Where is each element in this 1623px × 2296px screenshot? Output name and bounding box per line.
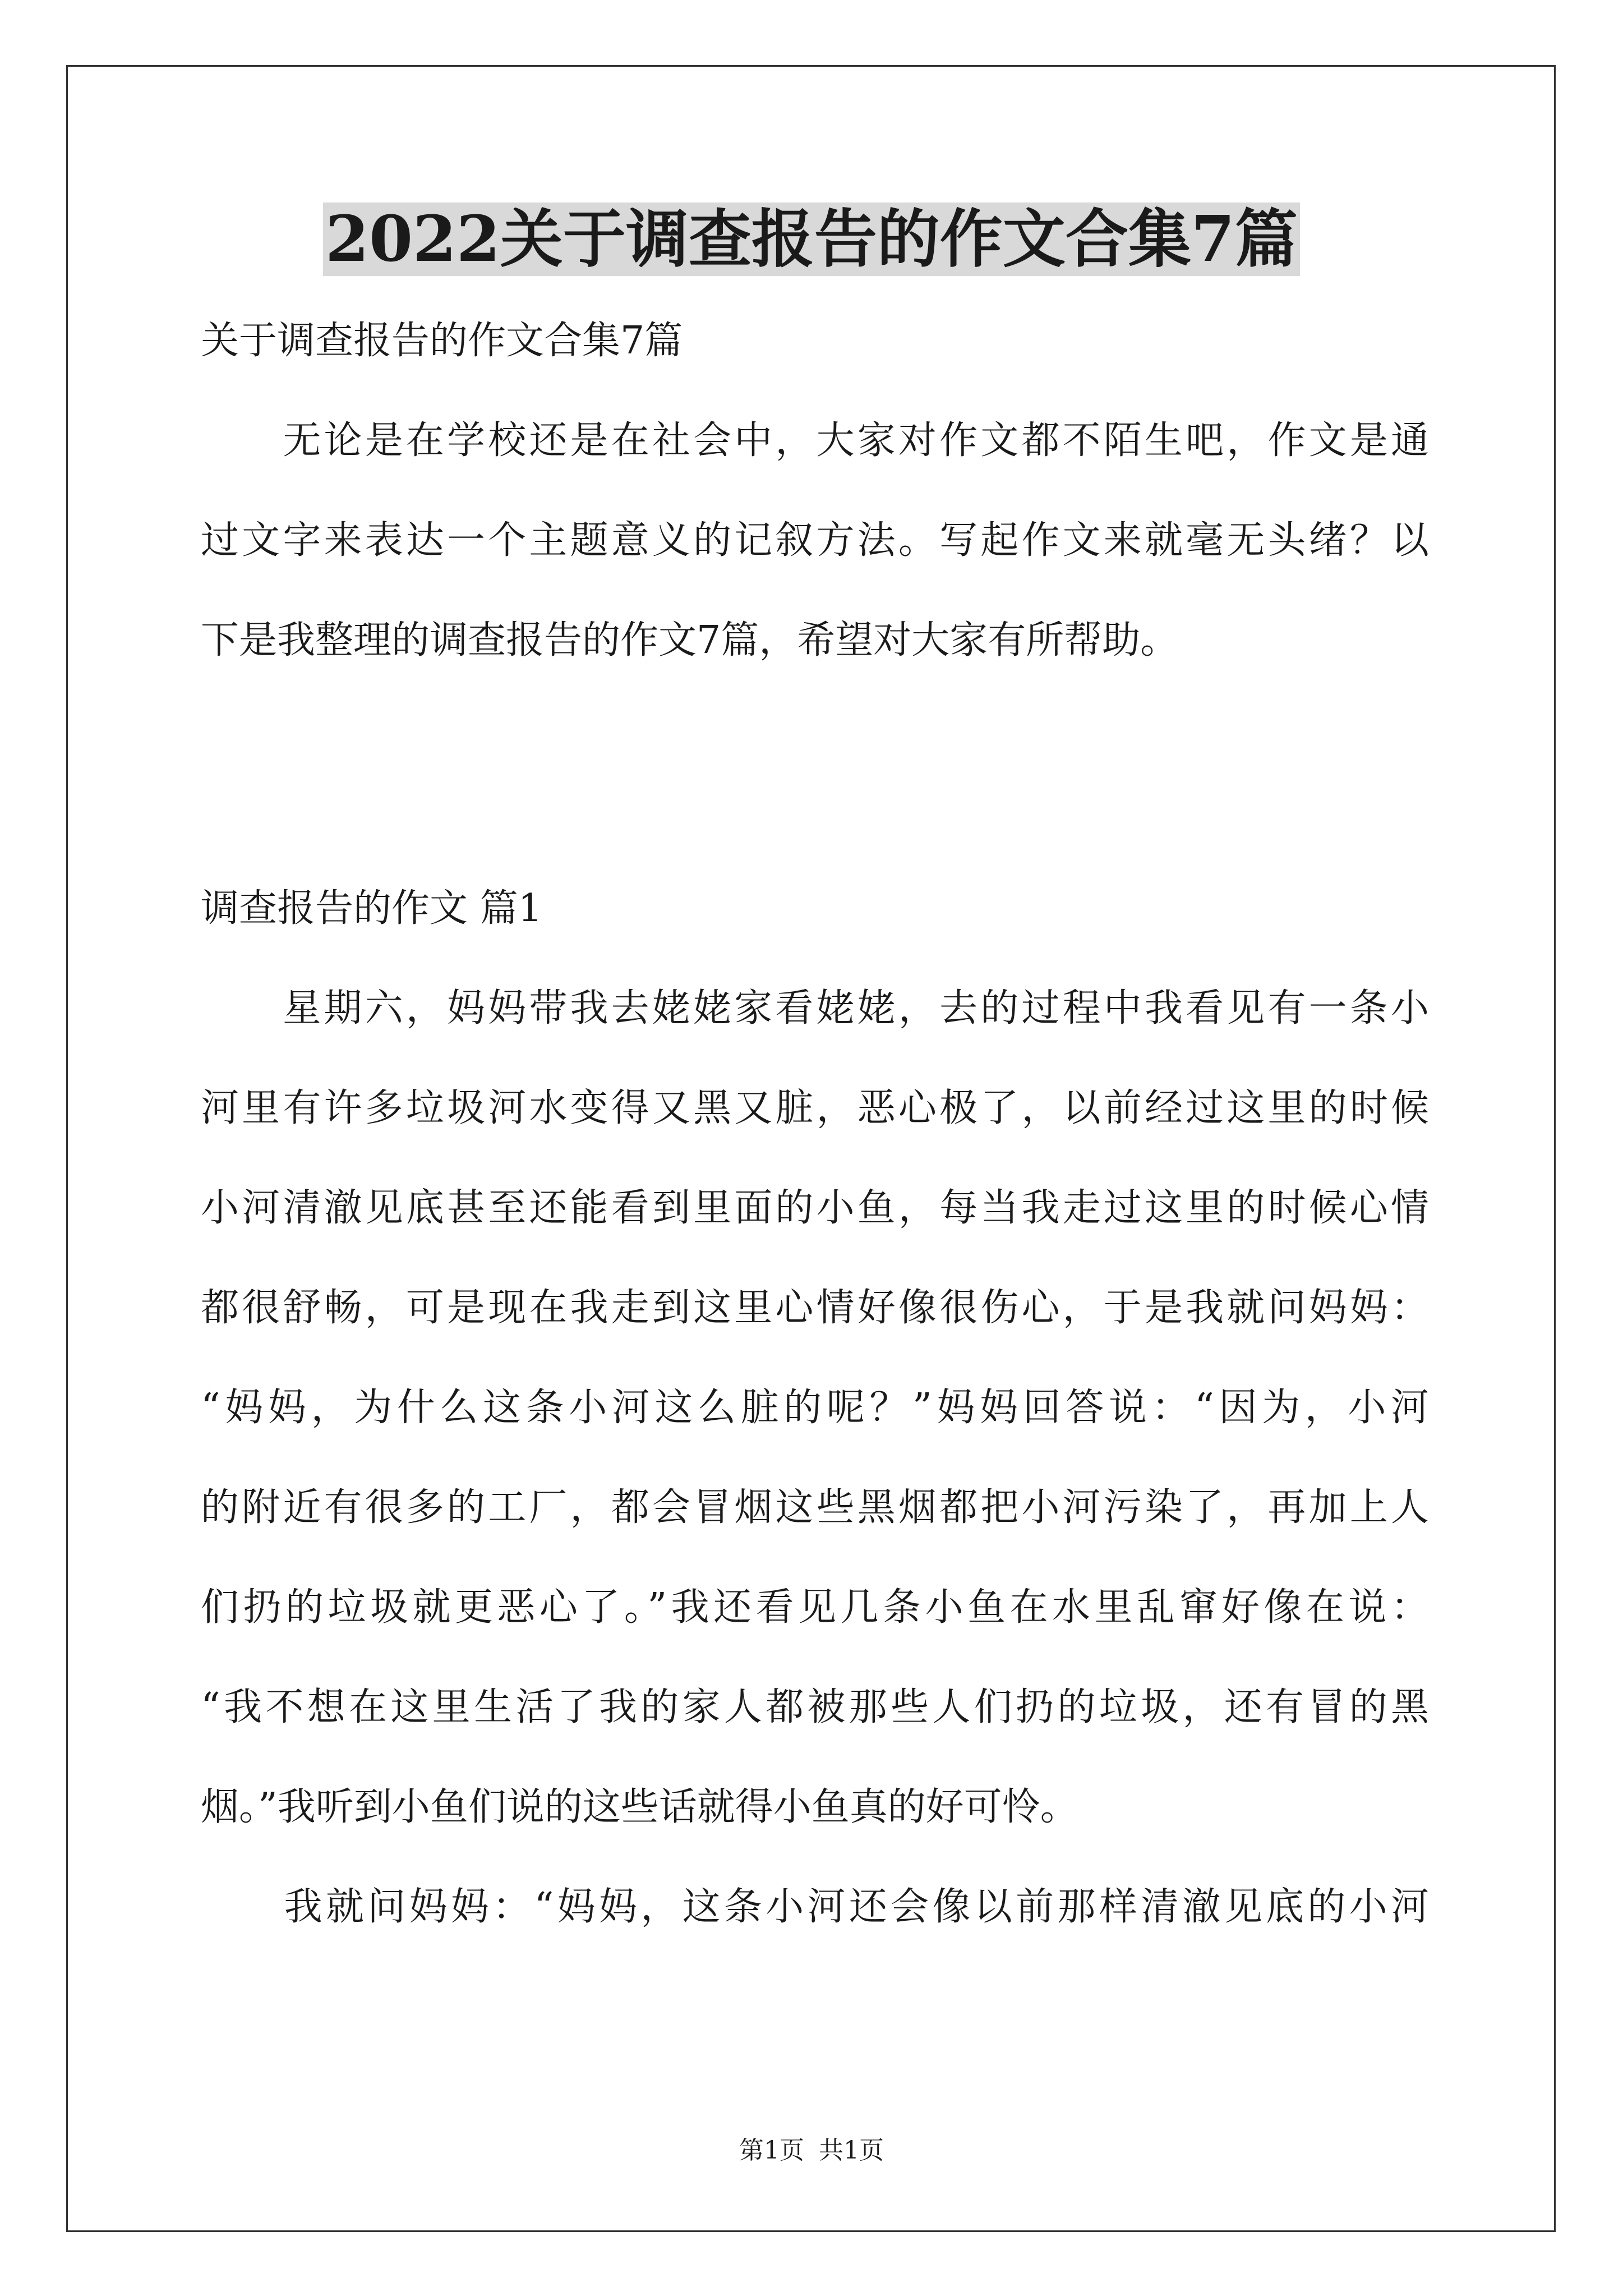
intro-line-3: 下是我整理的调查报告的作文7篇，希望对大家有所帮助。 [201,618,1179,662]
body-line-1: 星期六，妈妈带我去姥姥家看姥姥，去的过程中我看见有一条小 [201,986,1429,1030]
body-line-9: 烟。”我听到小鱼们说的这些话就得小鱼真的好可怜。 [201,1785,1078,1829]
document-title-text: 2022关于调查报告的作文合集7篇 [323,203,1300,276]
page-footer [0,2134,1623,2168]
body-line-3: 小河清澈见底甚至还能看到里面的小鱼，每当我走过这里的时候心情 [201,1186,1429,1230]
body-line-10: 我就问妈妈：“妈妈，这条小河还会像以前那样清澈见底的小河 [201,1885,1429,1929]
page-number: 第1页 [739,2136,804,2165]
section-heading: 调查报告的作文 篇1 [201,886,542,931]
body-line-5: “妈妈，为什么这条小河这么脏的呢？”妈妈回答说：“因为，小河 [201,1386,1429,1430]
document-title [0,197,1623,282]
body-line-4: 都很舒畅，可是现在我走到这里心情好像很伤心，于是我就问妈妈： [201,1286,1429,1330]
intro-line-2: 过文字来表达一个主题意义的记叙方法。写起作文来就毫无头绪？以 [201,518,1429,563]
document-subtitle: 关于调查报告的作文合集7篇 [201,319,683,363]
body-line-6: 的附近有很多的工厂，都会冒烟这些黑烟都把小河污染了，再加上人 [201,1485,1429,1530]
page-total: 共1页 [819,2136,884,2165]
body-line-7: 们扔的垃圾就更恶心了。”我还看见几条小鱼在水里乱窜好像在说： [201,1585,1429,1630]
intro-line-1: 无论是在学校还是在社会中，大家对作文都不陌生吧，作文是通 [201,418,1429,463]
body-line-2: 河里有许多垃圾河水变得又黑又脏，恶心极了，以前经过这里的时候 [201,1086,1429,1130]
body-line-8: “我不想在这里生活了我的家人都被那些人们扔的垃圾，还有冒的黑 [201,1685,1429,1729]
